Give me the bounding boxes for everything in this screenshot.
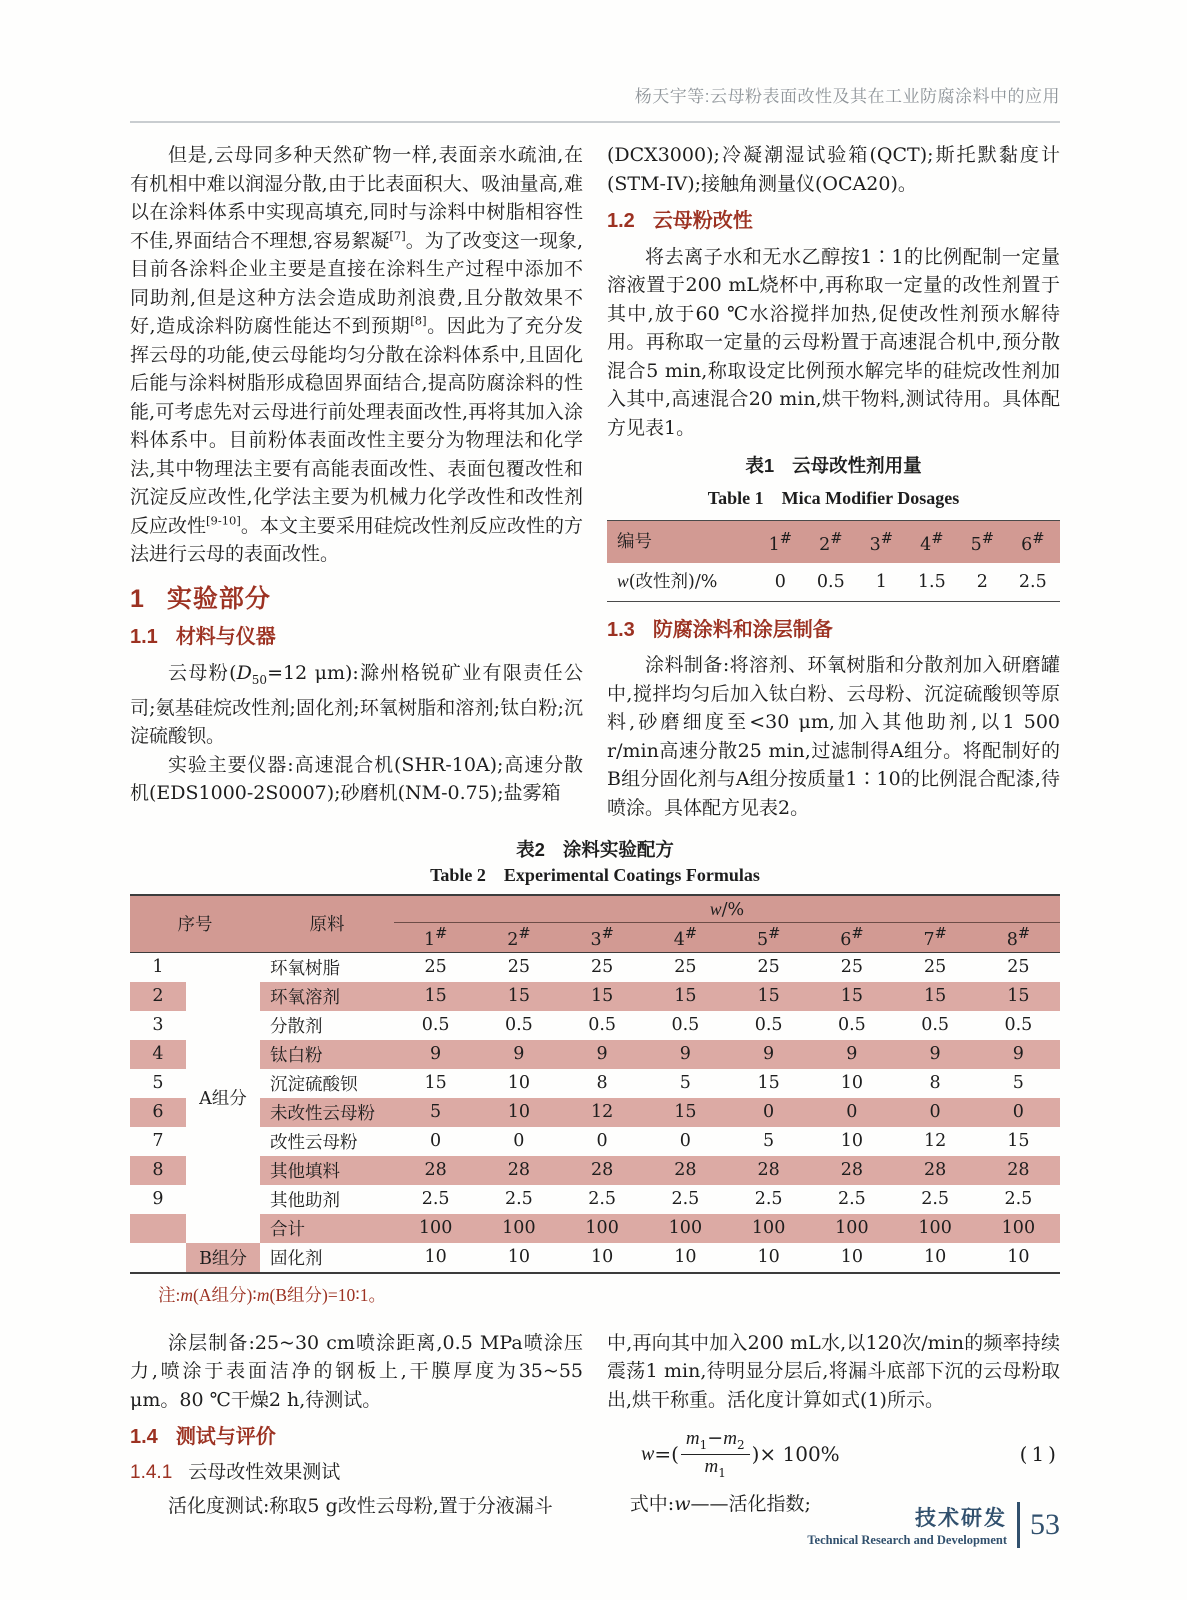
- cell: 0: [810, 1098, 893, 1127]
- cell: 2#: [477, 922, 560, 952]
- cell: 25: [507, 957, 531, 978]
- table-row-component-b: [130, 1243, 1060, 1273]
- cell: 1: [152, 957, 164, 978]
- paragraph-coating-layer: 涂层制备:25~30 cm喷涂距离,0.5 MPa喷涂压力,喷涂于表面洁净的钢板上,干膜厚度为35~55 μm。80 ℃干燥2 h,待测试。: [130, 1331, 583, 1411]
- group-a-label: A组分: [186, 952, 260, 1243]
- cell: 25: [674, 957, 697, 978]
- cell: 0.5: [816, 571, 845, 592]
- cell: 12: [561, 1098, 644, 1127]
- cell: 15: [644, 1098, 727, 1127]
- cell: 1#: [394, 922, 477, 952]
- cell: 1: [875, 571, 887, 592]
- cell: 10: [477, 1098, 560, 1127]
- cell: 100: [561, 1214, 644, 1243]
- cell: 28: [727, 1156, 810, 1185]
- cell: 4: [130, 1040, 186, 1069]
- cell: 2.5: [1018, 571, 1047, 592]
- cell: 15: [977, 982, 1060, 1011]
- cell: 2.5: [754, 1189, 783, 1210]
- table-row: [130, 1185, 1060, 1214]
- cell: 15: [810, 982, 893, 1011]
- table-row: [130, 1156, 1060, 1185]
- cell: 7#: [894, 922, 977, 952]
- cell: 0.5: [421, 1015, 450, 1036]
- cell: 10: [674, 1247, 697, 1268]
- right-column: [607, 141, 1060, 822]
- cell: 1.5: [917, 571, 946, 592]
- cell: 15: [727, 982, 810, 1011]
- cell: w/%: [394, 895, 1060, 922]
- cell: 改性云母粉: [270, 1132, 358, 1153]
- d50-subscript: 50: [251, 672, 268, 687]
- cell: 固化剂: [270, 1248, 323, 1269]
- cell: 10: [840, 1073, 864, 1094]
- cell: 3#: [858, 521, 905, 564]
- cell: 15: [757, 1073, 780, 1094]
- cell: 8#: [977, 922, 1060, 952]
- cell: 25: [757, 957, 780, 978]
- table-row: [130, 982, 1060, 1011]
- paragraph-mica-modification: 将去离子水和无水乙醇按1∶1的比例配制一定量溶液置于200 mL烧杯中,再称取一定量的改性剂置于其中,放于60 ℃水浴搅拌加热,促使改性剂预水解待用。再称取一定量的云母粉置于高速混合机中,预分散混合5 min,称取设定比例预水解完毕的硅烷改性剂加入其中,高速混合20 min,烘干物料,测试待用。具体配方见表1。: [607, 245, 1060, 439]
- cell: w(改性剂)/%: [617, 571, 718, 593]
- cell: 28: [561, 1156, 644, 1185]
- cell: 100: [894, 1214, 977, 1243]
- page-footer: [807, 1502, 1060, 1548]
- cell: 2.5: [837, 1189, 866, 1210]
- d50-symbol: D: [236, 661, 252, 684]
- page-number: 53: [1030, 1508, 1060, 1541]
- cell: 10: [1007, 1247, 1030, 1268]
- cell: 15: [477, 982, 560, 1011]
- cell: 9: [727, 1040, 810, 1069]
- cell: 25: [590, 957, 614, 978]
- cell: 0: [679, 1131, 691, 1152]
- cell: 10: [507, 1247, 531, 1268]
- cell: 10: [840, 1247, 864, 1268]
- cell: 12: [923, 1131, 947, 1152]
- section-heading-1-4: 1.4 测试与评价: [130, 1426, 276, 1449]
- cell: 0: [596, 1131, 608, 1152]
- table-row: [130, 1098, 1060, 1127]
- table-row: [130, 1040, 1060, 1069]
- cell: 28: [644, 1156, 727, 1185]
- left-column: [130, 141, 583, 822]
- cell: 1#: [757, 521, 804, 564]
- ref-marker: [8]: [410, 313, 427, 328]
- cell: [130, 1214, 186, 1243]
- cell: 5: [1012, 1073, 1024, 1094]
- cell: 环氧树脂: [270, 958, 340, 979]
- cell: 9: [477, 1040, 560, 1069]
- cell: 15: [1007, 1131, 1030, 1152]
- cell: 2.5: [1004, 1189, 1033, 1210]
- cell: 其他填料: [260, 1156, 394, 1185]
- cell: 分散剂: [270, 1016, 323, 1037]
- cell: 0.5: [588, 1015, 617, 1036]
- cell: 0: [727, 1098, 810, 1127]
- ref-marker: [9-10]: [206, 513, 241, 528]
- paragraph-intro: 但是,云母同多种天然矿物一样,表面亲水疏油,在有机相中难以润湿分散,由于比表面积大、吸油量高,难以在涂料体系中实现高填充,同时与涂料中树脂相容性不佳,界面结合不理想,容易絮凝[7]。为了改变这一现象,目前各涂料企业主要是直接在涂料生产过程中添加不同助剂,但是这种方法会造成助剂浪费,且分散效果不好,造成涂料防腐性能达不到预期[8]。因此为了充分发挥云母的功能,使云母能均匀分散在涂料体系中,且固化后能与涂料树脂形成稳固界面结合,提高防腐涂料的性能,可考虑先对云母进行前处理表面改性,再将其加入涂料体系中。目前粉体表面改性主要分为物理法和化学法,其中物理法主要有高能表面改性、表面包覆改性和沉淀反应改性,化学法主要为机械力化学改性和改性剂反应改性[9-10]。本文主要采用硅烷改性剂反应改性的方法进行云母的表面改性。: [130, 144, 583, 565]
- cell: 7: [152, 1131, 164, 1152]
- table2-caption-zh: 表2 涂料实验配方: [516, 839, 674, 861]
- paragraph-instruments-cont: (DCX3000);冷凝潮湿试验箱(QCT);斯托默黏度计(STM-IV);接触角测量仪(OCA20)。: [607, 144, 1060, 195]
- equation-body: w =( $\frac{m_1-m_2}{m_1}$ )× 100%: [641, 1427, 840, 1480]
- cell: 0: [774, 571, 786, 592]
- table-row: [130, 1069, 1060, 1098]
- cell: 6#: [1006, 521, 1060, 564]
- cell: 15: [644, 982, 727, 1011]
- cell: 9: [977, 1040, 1060, 1069]
- cell: [130, 1243, 186, 1273]
- cell: 3#: [561, 922, 644, 952]
- cell: 原料: [260, 895, 394, 952]
- paragraph-coating-preparation: 涂料制备:将溶剂、环氧树脂和分散剂加入研磨罐中,搅拌均匀后加入钛白粉、云母粉、沉淀硫酸钡等原料,砂磨细度至<30 μm,加入其他助剂,以1 500 r/min高速分散25 min,过滤制得A组分。将配制好的B组分固化剂与A组分按质量1∶10的比例混合配漆,待喷涂。具体配方见表2。: [607, 654, 1060, 819]
- cell: 10: [507, 1073, 531, 1094]
- cell: 合计: [260, 1214, 394, 1243]
- cell: 5: [763, 1131, 775, 1152]
- cell: 环氧溶剂: [260, 982, 394, 1011]
- cell: 5: [679, 1073, 691, 1094]
- cell: 编号: [607, 521, 757, 564]
- cell: 2.5: [921, 1189, 950, 1210]
- cell: 25: [1007, 957, 1030, 978]
- cell: 2#: [804, 521, 858, 564]
- cell: 其他助剂: [270, 1190, 340, 1211]
- cell: 28: [977, 1156, 1060, 1185]
- table1-mica-modifier-dosages: [607, 520, 1060, 602]
- ref-marker: [7]: [389, 228, 406, 243]
- cell: 0: [513, 1131, 525, 1152]
- paragraph-where-clause: 式中:w——活化指数;: [629, 1493, 811, 1516]
- cell: 4#: [905, 521, 959, 564]
- cell: 沉淀硫酸钡: [270, 1074, 358, 1095]
- cell: 5: [394, 1098, 477, 1127]
- cell: 10: [840, 1131, 864, 1152]
- footer-section-zh: 技术研发: [915, 1507, 1007, 1530]
- cell: 2.5: [588, 1189, 617, 1210]
- cell: 3: [152, 1015, 164, 1036]
- paragraph-activation-test-cont: 中,再向其中加入200 mL水,以120次/min的频率持续震荡1 min,待明显分层后,将漏斗底部下沉的云母粉取出,烘干称重。活化度计算如式(1)所示。: [607, 1331, 1060, 1411]
- cell: 8: [929, 1073, 941, 1094]
- cell: 25: [840, 957, 864, 978]
- equation-1: [641, 1428, 1060, 1480]
- paragraph-materials: 云母粉($D_{50}=12$ μm):滁州格锐矿业有限责任公司;氨基硅烷改性剂;固化剂;环氧树脂和溶剂;钛白粉;沉淀硫酸钡。: [130, 661, 583, 748]
- equation-number: (1): [1019, 1442, 1060, 1466]
- cell: 0.5: [754, 1015, 783, 1036]
- cell: 0.5: [921, 1015, 950, 1036]
- left-column-lower: [130, 1329, 583, 1521]
- cell: 8: [596, 1073, 608, 1094]
- cell: 6#: [810, 922, 893, 952]
- cell: 9: [394, 1040, 477, 1069]
- cell: 100: [977, 1214, 1060, 1243]
- section-heading-1-2: 1.2 云母粉改性: [607, 210, 753, 232]
- cell: 0.5: [504, 1015, 533, 1036]
- table2-experimental-coatings-formulas: [130, 894, 1060, 1273]
- cell: 25: [424, 957, 447, 978]
- table-row: [607, 521, 1060, 564]
- cell: 钛白粉: [260, 1040, 394, 1069]
- cell: 9: [561, 1040, 644, 1069]
- cell: 28: [394, 1156, 477, 1185]
- footer-section-en: Technical Research and Development: [807, 1533, 1007, 1547]
- running-head: 杨天宇等:云母粉表面改性及其在工业防腐涂料中的应用: [130, 82, 1060, 123]
- cell: 9: [810, 1040, 893, 1069]
- cell: 100: [810, 1214, 893, 1243]
- lower-columns: [130, 1329, 1060, 1521]
- cell: 0: [977, 1098, 1060, 1127]
- cell: 9: [894, 1040, 977, 1069]
- cell: 28: [810, 1156, 893, 1185]
- cell: 6: [130, 1098, 186, 1127]
- cell: 25: [923, 957, 947, 978]
- cell: 序号: [130, 895, 260, 952]
- cell: 28: [477, 1156, 560, 1185]
- table1-caption-en: Table 1 Mica Modifier Dosages: [707, 487, 960, 508]
- table-row: [130, 952, 1060, 982]
- cell: 100: [644, 1214, 727, 1243]
- upper-columns: [130, 141, 1060, 822]
- table-row: [607, 563, 1060, 601]
- cell: 10: [590, 1247, 614, 1268]
- footer-section-labels: [807, 1502, 1017, 1548]
- cell: 15: [561, 982, 644, 1011]
- right-column-lower: [607, 1329, 1060, 1521]
- section-heading-1: 1 实验部分: [130, 584, 271, 613]
- cell: 9: [152, 1189, 164, 1210]
- cell: 0.5: [671, 1015, 700, 1036]
- cell: 28: [894, 1156, 977, 1185]
- cell: 2: [976, 571, 988, 592]
- table-row-total: [130, 1214, 1060, 1243]
- cell: 2.5: [671, 1189, 700, 1210]
- group-b-label: B组分: [186, 1243, 260, 1273]
- cell: 8: [130, 1156, 186, 1185]
- cell: 0: [430, 1131, 442, 1152]
- table-row: [130, 895, 1060, 922]
- section-heading-1-4-1: 1.4.1 云母改性效果测试: [130, 1461, 341, 1483]
- cell: 100: [394, 1214, 477, 1243]
- cell: 0.5: [1004, 1015, 1033, 1036]
- section-heading-1-1: 1.1 材料与仪器: [130, 626, 276, 648]
- paragraph-activation-test: 活化度测试:称取5 g改性云母粉,置于分液漏斗: [168, 1495, 553, 1518]
- fraction: $\frac{m_1-m_2}{m_1}$: [681, 1428, 750, 1480]
- table2-caption-en: Table 2 Experimental Coatings Formulas: [430, 865, 760, 886]
- cell: 10: [923, 1247, 947, 1268]
- table2-note: 注:m(A组分)∶m(B组分)=10∶1。: [158, 1284, 387, 1305]
- paragraph-instruments: 实验主要仪器:高速混合机(SHR-10A);高速分散机(EDS1000-2S0007);砂磨机(NM-0.75);盐雾箱: [130, 753, 583, 805]
- cell: 100: [477, 1214, 560, 1243]
- cell: 未改性云母粉: [260, 1098, 394, 1127]
- cell: 5#: [727, 922, 810, 952]
- cell: 5#: [959, 521, 1006, 564]
- cell: 2.5: [504, 1189, 533, 1210]
- cell: 10: [757, 1247, 780, 1268]
- cell: 2: [130, 982, 186, 1011]
- cell: 100: [727, 1214, 810, 1243]
- table-row: [130, 1127, 1060, 1156]
- cell: 15: [894, 982, 977, 1011]
- cell: 4#: [644, 922, 727, 952]
- section-heading-1-3: 1.3 防腐涂料和涂层制备: [607, 618, 833, 641]
- cell: 15: [424, 1073, 447, 1094]
- cell: 2.5: [421, 1189, 450, 1210]
- cell: 0.5: [837, 1015, 866, 1036]
- table1-caption-zh: 表1 云母改性剂用量: [745, 455, 922, 476]
- cell: 10: [424, 1247, 447, 1268]
- cell: 15: [394, 982, 477, 1011]
- cell: 0: [894, 1098, 977, 1127]
- table-row: [130, 1011, 1060, 1040]
- cell: 5: [152, 1073, 164, 1094]
- cell: 9: [644, 1040, 727, 1069]
